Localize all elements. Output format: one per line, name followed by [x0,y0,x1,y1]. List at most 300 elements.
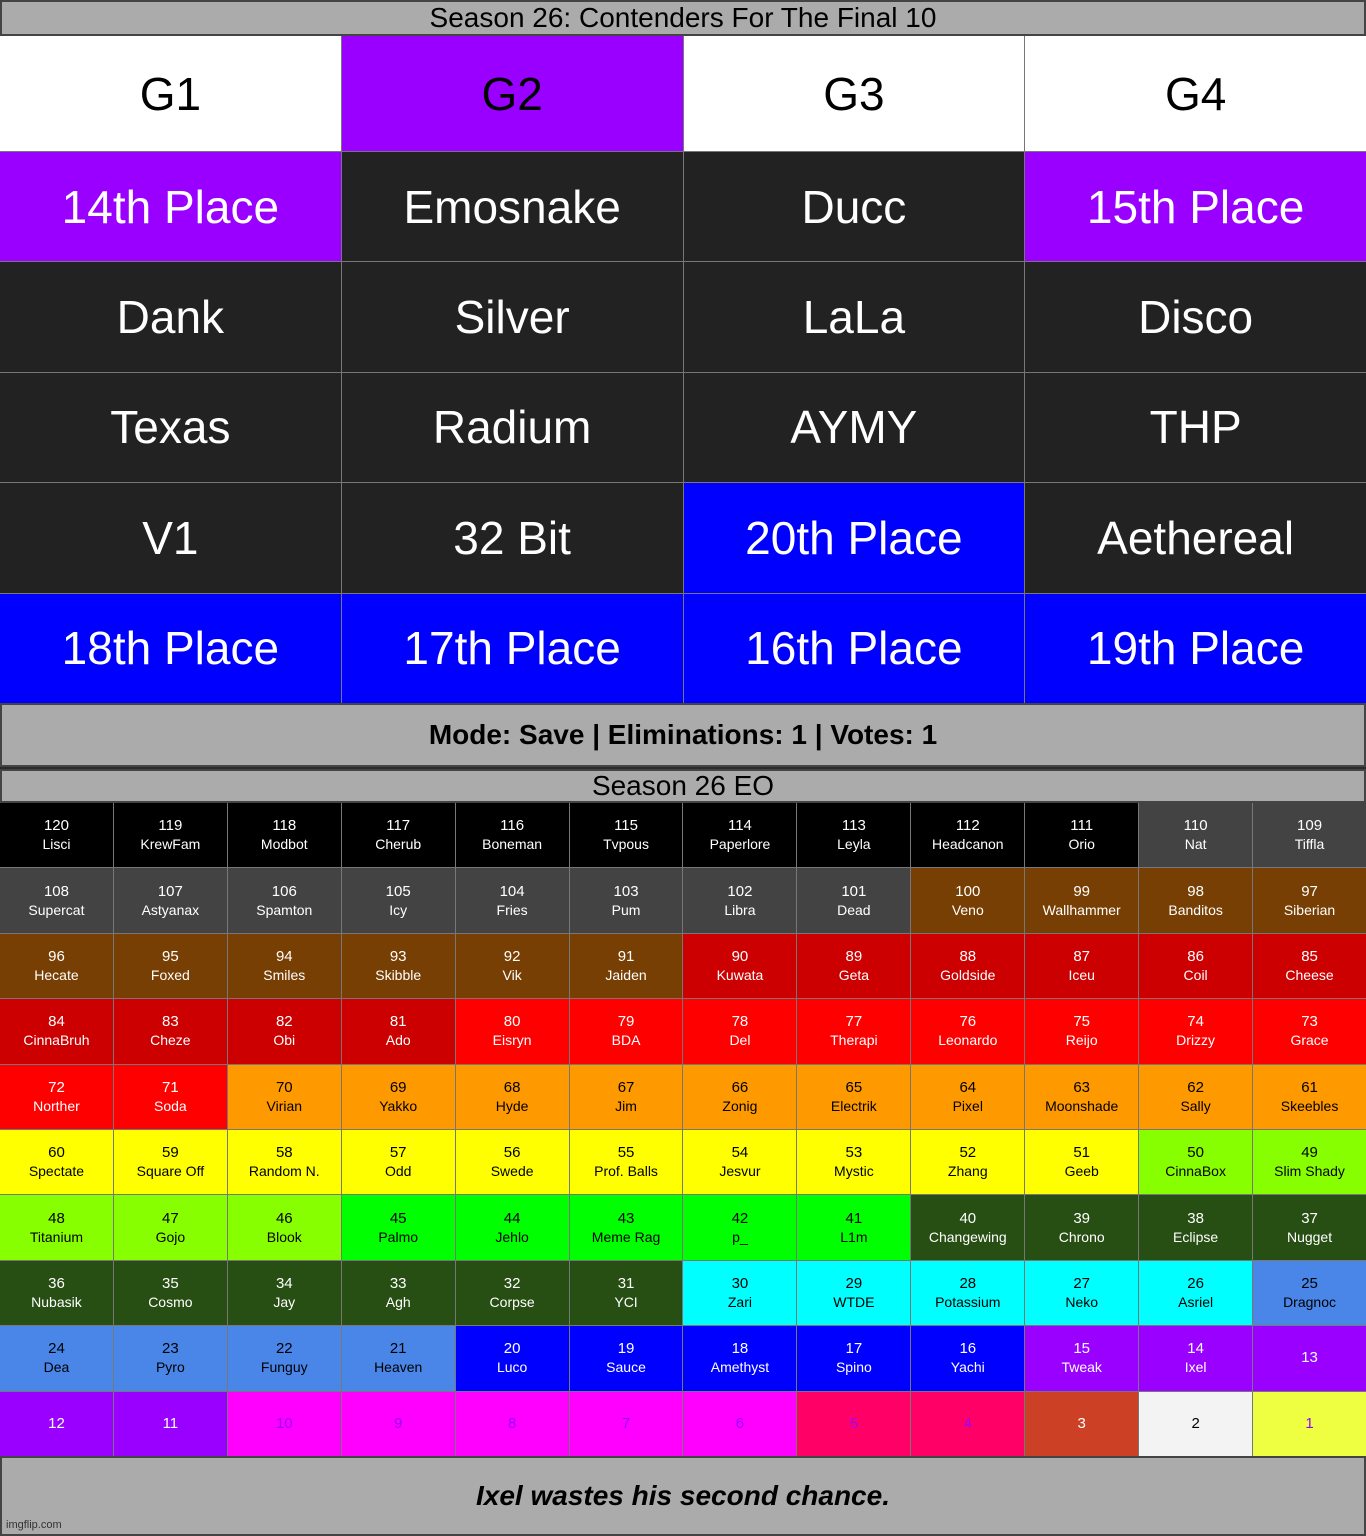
eo-contestant-name: Kuwata [716,966,764,983]
eo-rank: 62 [1187,1078,1204,1096]
eo-contestant-name: Funguy [260,1359,308,1376]
eo-cell [456,1392,569,1456]
eo-contestant-name: Ado [385,1032,411,1049]
eo-cell [0,934,113,998]
eo-rank: 100 [955,882,981,900]
eo-cell [1025,999,1138,1063]
eo-rank: 95 [162,947,179,965]
eo-rank: 43 [617,1209,635,1227]
eo-cell [114,934,227,998]
eo-rank: 6 [735,1414,745,1432]
eo-rank: 82 [275,1013,293,1031]
group-cell: Dank [0,262,341,371]
eo-contestant-name: Square Off [136,1163,205,1180]
eo-contestant-name: Yachi [950,1359,985,1376]
eo-cell [228,803,341,867]
eo-cell [0,803,113,867]
eo-cell [1253,999,1366,1063]
eo-cell [911,803,1024,867]
group-cell: 18th Place [0,594,341,703]
eo-contestant-name: YCI [614,1293,638,1310]
footer-caption: Ixel wastes his second chance. [0,1456,1366,1536]
eo-contestant-name: Yakko [379,1097,418,1114]
eo-rank: 47 [162,1209,179,1227]
eo-contestant-name: Jay [273,1293,296,1310]
eo-contestant-name: Grace [1290,1032,1329,1049]
eo-cell [0,1065,113,1129]
eo-cell [683,1065,796,1129]
eo-rank: 25 [1301,1274,1318,1292]
eo-contestant-name: Pixel [952,1097,983,1114]
eo-cell [683,999,796,1063]
eo-rank: 28 [959,1274,977,1292]
group-header-1: G1 [0,36,341,151]
eo-rank: 67 [617,1078,635,1096]
eo-contestant-name: Nugget [1286,1228,1333,1245]
eo-rank: 106 [271,882,297,900]
eo-cell [570,1065,683,1129]
eo-contestant-name: L1m [840,1228,868,1245]
eo-contestant-name: Orio [1068,836,1095,853]
eo-rank: 27 [1073,1274,1091,1292]
eo-contestant-name: Iceu [1068,966,1095,983]
eo-cell [114,1065,227,1129]
eo-cell [1139,1261,1252,1325]
eo-contestant-name: Hecate [34,966,79,983]
eo-rank: 97 [1301,882,1318,900]
eo-cell [797,1392,910,1456]
eo-cell [911,999,1024,1063]
eo-rank: 60 [48,1144,65,1162]
group-cell: 14th Place [0,152,341,261]
eo-cell [1025,934,1138,998]
eo-contestant-name: Headcanon [931,836,1004,853]
eo-contestant-name: Cherub [375,836,422,853]
eo-contestant-name: KrewFam [140,836,201,853]
eo-contestant-name: Neko [1065,1293,1099,1310]
eo-cell [1139,934,1252,998]
eo-cell [570,1392,683,1456]
eo-contestant-name: Banditos [1168,901,1223,918]
eo-contestant-name: Coil [1183,966,1208,983]
eo-cell [911,1130,1024,1194]
eo-contestant-name: Smiles [263,966,306,983]
eo-rank: 49 [1301,1144,1318,1162]
eo-contestant-name: Foxed [150,966,190,983]
eo-rank: 71 [162,1078,179,1096]
eo-rank: 39 [1073,1209,1091,1227]
group-cell: Ducc [684,152,1025,261]
eo-cell [797,1065,910,1129]
eo-rank: 104 [499,882,525,900]
eo-cell [0,1195,113,1259]
eo-contestant-name: Jaiden [605,966,647,983]
eo-contestant-name: BDA [611,1032,641,1049]
eo-cell [456,1326,569,1390]
eo-cell [114,1261,227,1325]
eo-cell [228,934,341,998]
eo-contestant-name: Skibble [375,966,422,983]
eo-rank: 55 [617,1144,635,1162]
eo-cell [797,868,910,932]
group-cell: Aethereal [1025,483,1366,592]
eo-cell [570,1261,683,1325]
eo-contestant-name: Icy [389,901,408,918]
group-cell: LaLa [684,262,1025,371]
eo-rank: 8 [507,1414,517,1432]
eo-contestant-name: Agh [385,1293,411,1310]
eo-cell [570,1195,683,1259]
group-cell: Emosnake [342,152,683,261]
eo-contestant-name: Norther [33,1097,80,1114]
eo-rank: 13 [1301,1349,1318,1367]
mode-banner: Mode: Save | Eliminations: 1 | Votes: 1 [0,703,1366,767]
eo-rank: 3 [1077,1414,1086,1432]
eo-cell [570,934,683,998]
eo-contestant-name: Wallhammer [1042,901,1121,918]
eo-contestant-name: Palmo [378,1228,419,1245]
eo-contestant-name: Electrik [830,1097,877,1114]
eo-rank: 94 [275,947,293,965]
eo-cell [456,1065,569,1129]
eo-contestant-name: Changewing [928,1228,1007,1245]
eo-contestant-name: Sauce [606,1359,646,1376]
group-header-2: G2 [342,36,683,151]
eo-rank: 108 [43,882,69,900]
eo-cell [683,1130,796,1194]
eo-contestant-name: Supercat [28,901,85,918]
eo-contestant-name: Zari [727,1293,752,1310]
eo-rank: 26 [1187,1274,1204,1292]
eo-contestant-name: Astyanax [141,901,200,918]
eo-cell [1025,1326,1138,1390]
eo-rank: 4 [963,1414,972,1432]
eo-rank: 33 [389,1274,407,1292]
eo-contestant-name: Vik [502,966,522,983]
eo-rank: 101 [841,882,867,900]
eo-cell [0,1392,113,1456]
group-cell: AYMY [684,373,1025,482]
eo-contestant-name: Geeb [1064,1163,1099,1180]
group-header-4: G4 [1025,36,1366,151]
eo-contestant-name: Obi [273,1032,296,1049]
eo-contestant-name: Titanium [29,1228,84,1245]
eo-rank: 59 [162,1144,179,1162]
groups-table [0,36,1366,703]
eo-contestant-name: Modbot [260,836,308,853]
group-cell: Radium [342,373,683,482]
eo-rank: 93 [389,947,407,965]
eo-rank: 19 [617,1340,635,1358]
eo-contestant-name: Eclipse [1173,1228,1219,1245]
eo-cell [1025,1261,1138,1325]
eo-rank: 22 [275,1340,293,1358]
eo-cell [342,1195,455,1259]
eo-contestant-name: Potassium [935,1293,1001,1310]
eo-contestant-name: Cheze [150,1032,191,1049]
eo-cell [1253,1261,1366,1325]
eo-cell [114,803,227,867]
watermark: imgflip.com [6,1519,62,1531]
eo-cell [1139,1065,1252,1129]
eo-contestant-name: Leyla [837,836,871,853]
eo-rank: 102 [727,882,753,900]
eo-contestant-name: Siberian [1283,901,1336,918]
eo-rank: 12 [48,1414,65,1432]
eo-rank: 113 [841,817,866,835]
eo-cell [1139,868,1252,932]
eo-cell [342,1392,455,1456]
eo-cell [342,1065,455,1129]
eo-rank: 31 [617,1274,635,1292]
eo-cell [683,868,796,932]
eo-contestant-name: Cheese [1285,966,1334,983]
eo-rank: 114 [727,817,752,835]
eo-rank: 68 [503,1078,521,1096]
eo-rank: 117 [386,817,411,835]
eo-cell [342,1130,455,1194]
eo-contestant-name: Swede [490,1163,534,1180]
eo-contestant-name: Spamton [256,901,313,918]
eo-rank: 66 [731,1078,749,1096]
eo-contestant-name: Gojo [155,1228,186,1245]
eo-contestant-name: Virian [266,1097,303,1114]
eo-rank: 87 [1073,947,1091,965]
eo-cell [228,1326,341,1390]
eo-cell [456,1130,569,1194]
eo-cell [114,1326,227,1390]
eo-cell [797,1130,910,1194]
eo-cell [1253,1392,1366,1456]
eo-cell [683,934,796,998]
eo-rank: 42 [731,1209,749,1227]
eo-rank: 30 [731,1274,749,1292]
eo-cell [1253,1130,1366,1194]
group-cell: 17th Place [342,594,683,703]
eo-rank: 99 [1073,882,1091,900]
eo-contestant-name: Geta [838,966,870,983]
eo-rank: 103 [613,882,639,900]
eo-rank: 51 [1073,1144,1091,1162]
eo-rank: 115 [614,817,638,835]
group-cell: 16th Place [684,594,1025,703]
eo-rank: 37 [1301,1209,1318,1227]
eo-contestant-name: Zhang [947,1163,988,1180]
eo-contestant-name: Prof. Balls [594,1163,658,1180]
group-cell: 32 Bit [342,483,683,592]
eo-cell [1025,803,1138,867]
eo-cell [683,1326,796,1390]
eo-cell [114,1392,227,1456]
eo-cell [1253,803,1366,867]
eo-rank: 88 [959,947,977,965]
group-cell: 15th Place [1025,152,1366,261]
eo-contestant-name: Meme Rag [591,1228,661,1245]
eo-contestant-name: Leonardo [938,1032,998,1049]
eo-contestant-name: Goldside [940,966,996,983]
eo-cell [797,934,910,998]
eo-rank: 17 [845,1340,863,1358]
eo-rank: 91 [617,947,635,965]
eo-rank: 14 [1187,1340,1204,1358]
eo-contestant-name: Zonig [722,1097,758,1114]
group-cell: Texas [0,373,341,482]
eo-contestant-name: Jim [615,1097,637,1114]
eo-rank: 109 [1297,817,1323,835]
eo-rank: 111 [1070,817,1094,835]
eo-rank: 120 [43,817,69,835]
eo-rank: 78 [731,1013,749,1031]
eo-contestant-name: Tiffla [1294,836,1325,853]
eo-cell [797,999,910,1063]
eo-cell [0,1261,113,1325]
eo-rank: 5 [849,1414,859,1432]
eo-cell [1139,1392,1252,1456]
group-cell: Disco [1025,262,1366,371]
eo-contestant-name: Pyro [155,1359,185,1376]
eo-rank: 112 [955,817,980,835]
eo-cell [911,868,1024,932]
eo-cell [114,868,227,932]
eo-contestant-name: Corpse [489,1293,535,1310]
eo-rank: 44 [503,1209,521,1227]
eo-cell [342,1326,455,1390]
eo-rank: 69 [389,1078,407,1096]
eo-contestant-name: Sally [1180,1097,1211,1114]
eo-title: Season 26 EO [0,769,1366,803]
eo-rank: 29 [845,1274,863,1292]
eo-rank: 2 [1191,1414,1200,1432]
eo-rank: 46 [275,1209,293,1227]
eo-contestant-name: p_ [732,1228,748,1245]
eo-cell [683,1261,796,1325]
eo-contestant-name: Random N. [248,1163,320,1180]
eo-cell [911,1195,1024,1259]
eo-cell [1253,1326,1366,1390]
eo-rank: 41 [845,1209,863,1227]
eo-cell [1139,999,1252,1063]
eo-contestant-name: CinnaBox [1165,1163,1226,1180]
eo-contestant-name: Mystic [834,1163,874,1180]
eo-cell [114,1130,227,1194]
eo-cell [797,1195,910,1259]
eo-contestant-name: Asriel [1178,1293,1214,1310]
eo-rank: 72 [48,1078,65,1096]
eo-rank: 24 [48,1340,65,1358]
eo-contestant-name: Chrono [1058,1228,1105,1245]
eo-contestant-name: Therapi [830,1032,878,1049]
eo-rank: 70 [275,1078,293,1096]
eo-contestant-name: Drizzy [1176,1032,1216,1049]
eo-cell [228,1195,341,1259]
eo-rank: 10 [275,1414,293,1432]
eo-contestant-name: Soda [154,1097,187,1114]
eo-cell [911,1326,1024,1390]
group-cell: 20th Place [684,483,1025,592]
group-cell: Silver [342,262,683,371]
eo-rank: 118 [272,817,297,835]
page-title: Season 26: Contenders For The Final 10 [0,0,1366,36]
eo-contestant-name: Luco [496,1359,528,1376]
eo-cell [456,1195,569,1259]
eo-contestant-name: CinnaBruh [23,1032,90,1049]
eo-cell [342,999,455,1063]
eo-cell [797,1261,910,1325]
eo-rank: 40 [959,1209,977,1227]
eo-grid [0,803,1366,1456]
eo-contestant-name: Boneman [482,836,543,853]
eo-rank: 98 [1187,882,1204,900]
eo-contestant-name: Lisci [42,836,71,853]
eo-contestant-name: Fries [496,901,528,918]
eo-rank: 107 [157,882,183,900]
eo-contestant-name: Cosmo [148,1293,193,1310]
eo-contestant-name: Nat [1184,836,1207,853]
eo-rank: 23 [162,1340,179,1358]
eo-contestant-name: Tvpous [603,836,649,853]
eo-rank: 1 [1305,1414,1314,1432]
eo-rank: 20 [503,1340,521,1358]
eo-cell [683,803,796,867]
eo-cell [1139,1195,1252,1259]
eo-rank: 110 [1183,817,1208,835]
group-cell: V1 [0,483,341,592]
eo-rank: 34 [275,1274,293,1292]
eo-contestant-name: Spino [835,1359,872,1376]
eo-rank: 83 [162,1013,179,1031]
eo-cell [114,1195,227,1259]
eo-cell [0,999,113,1063]
eo-rank: 52 [959,1144,977,1162]
eo-cell [456,803,569,867]
eo-rank: 11 [162,1414,179,1432]
eo-cell [0,868,113,932]
eo-rank: 77 [845,1013,863,1031]
eo-contestant-name: Nubasik [31,1293,82,1310]
eo-rank: 36 [48,1274,65,1292]
eo-cell [1025,1065,1138,1129]
eo-contestant-name: Slim Shady [1274,1163,1345,1180]
eo-cell [1253,868,1366,932]
eo-contestant-name: Jesvur [719,1163,761,1180]
eo-rank: 54 [731,1144,749,1162]
eo-contestant-name: Blook [266,1228,302,1245]
eo-rank: 38 [1187,1209,1204,1227]
eo-rank: 116 [500,817,525,835]
eo-cell [911,934,1024,998]
eo-contestant-name: Dead [837,901,871,918]
eo-rank: 35 [162,1274,179,1292]
eo-contestant-name: Libra [724,901,756,918]
eo-cell [342,1261,455,1325]
eo-cell [911,1392,1024,1456]
eo-cell [228,1130,341,1194]
eo-contestant-name: Paperlore [709,836,771,853]
eo-rank: 16 [959,1340,977,1358]
eo-rank: 50 [1187,1144,1204,1162]
eo-cell [342,803,455,867]
eo-contestant-name: Del [729,1032,751,1049]
eo-cell [1139,1130,1252,1194]
eo-rank: 92 [503,947,521,965]
eo-cell [456,1261,569,1325]
eo-cell [456,934,569,998]
eo-contestant-name: Amethyst [710,1359,770,1376]
eo-cell [228,868,341,932]
eo-cell [570,868,683,932]
eo-rank: 57 [389,1144,407,1162]
eo-contestant-name: Moonshade [1045,1097,1119,1114]
